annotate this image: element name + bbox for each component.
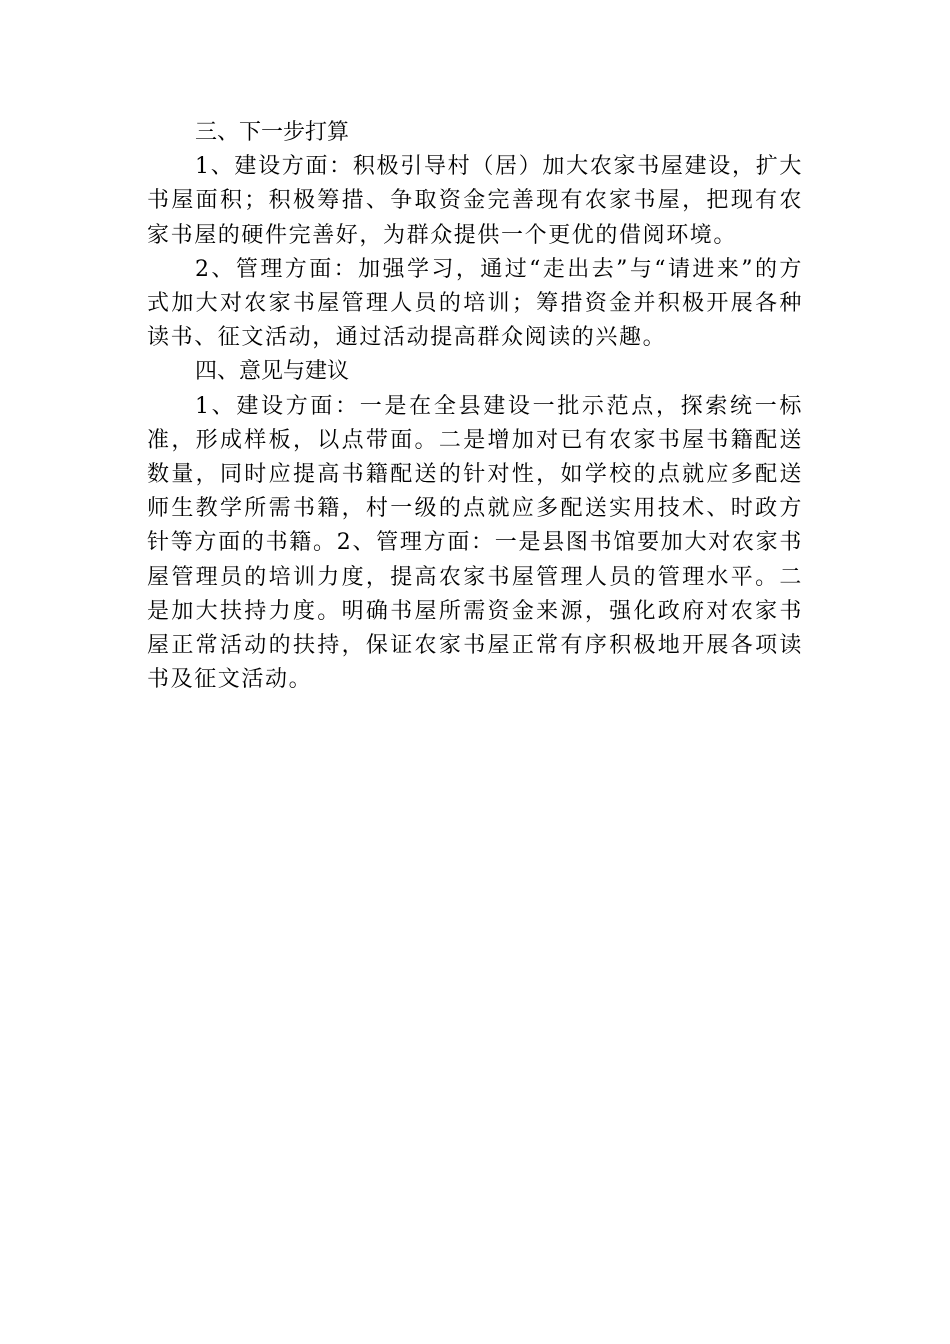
paragraph-suggestions: 1、建设方面：一是在全县建设一批示范点，探索统一标准，形成样板，以点带面。二是增加对已有农家书屋书籍配送数量，同时应提高书籍配送的针对性，如学校的点就应多配送师生教学所需书籍，村一级的点就应多配送实用技术、时政方针等方面的书籍。2、管理方面：一是县图书馆要加大对农家书屋管理员的培训力度，提高农家书屋管理人员的管理水平。二是加大扶持力度。明确书屋所需资金来源，强化政府对农家书屋正常活动的扶持，保证农家书屋正常有序积极地开展各项读书及征文活动。 <box>147 393 803 693</box>
paragraph-management-plan: 2、管理方面：加强学习，通过“走出去”与“请进来”的方式加大对农家书屋管理人员的培训；筹措资金并积极开展各种读书、征文活动，通过活动提高群众阅读的兴趣。 <box>147 256 803 351</box>
document-body <box>147 116 803 697</box>
section-heading-suggestions: 四、意见与建议 <box>195 359 350 385</box>
paragraph-construction-plan: 1、建设方面：积极引导村（居）加大农家书屋建设，扩大书屋面积；积极筹措、争取资金完善现有农家书屋，把现有农家书屋的硬件完善好，为群众提供一个更优的借阅环境。 <box>147 154 803 248</box>
section-heading-next-steps: 三、下一步打算 <box>195 120 350 145</box>
